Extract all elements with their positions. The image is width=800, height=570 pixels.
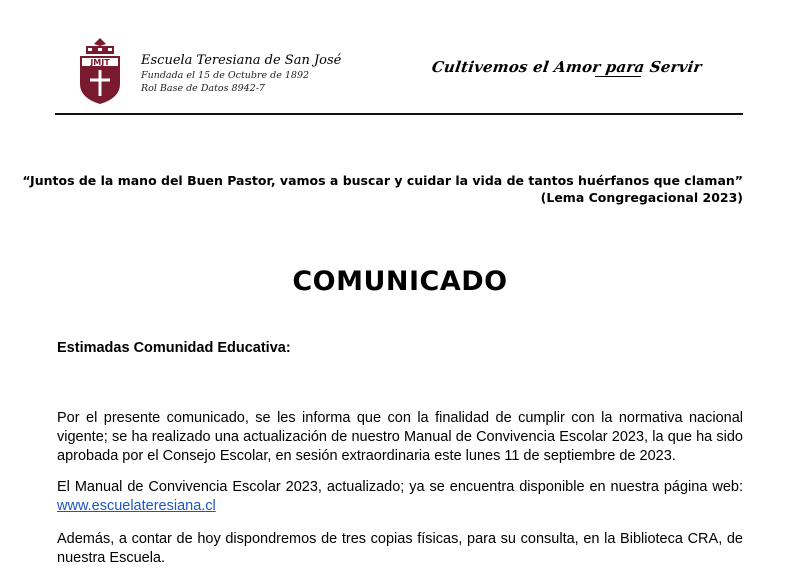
- paragraph-3: Además, a contar de hoy dispondremos de tres copias físicas, para su consulta, en la Biblioteca CRA, de nuestra Escuela.: [57, 531, 743, 566]
- paragraph-2-text: El Manual de Convivencia Escolar 2023, actualizado; ya se encuentra disponible en nuestra página web:: [57, 479, 743, 495]
- school-name: Escuela Teresiana de San José: [141, 53, 342, 68]
- website-link[interactable]: www.escuelateresiana.cl: [57, 498, 216, 514]
- page-title: COMUNICADO: [292, 266, 508, 297]
- header-divider: [55, 113, 743, 115]
- congregational-quote: [22, 172, 743, 206]
- greeting: Estimadas Comunidad Educativa:: [57, 340, 291, 356]
- school-rol: Rol Base de Datos 8942-7: [141, 83, 265, 94]
- quote-text: “Juntos de la mano del Buen Pastor, vamos a buscar y cuidar la vida de tantos huérfanos que claman”: [22, 173, 743, 188]
- paragraph-1: Por el presente comunicado, se les informa que con la finalidad de cumplir con la normativa nacional vigente; se ha realizado una actualización de nuestro Manual de Convivencia Escolar 2023, la que ha sido aprobada por el Consejo Escolar, en sesión extraordinaria este lunes 11 de septiembre de 2023.: [57, 410, 743, 464]
- paragraph-2: [57, 478, 743, 516]
- school-info: [141, 52, 341, 95]
- school-founded: Fundada el 15 de Octubre de 1892: [141, 70, 310, 81]
- svg-text:JMJT: JMJT: [90, 58, 110, 67]
- school-motto: Cultivemos el Amor para Servir: [430, 58, 703, 76]
- motto-underline: [595, 76, 641, 77]
- quote-source: (Lema Congregacional 2023): [540, 190, 743, 205]
- school-crest-logo: [76, 36, 124, 106]
